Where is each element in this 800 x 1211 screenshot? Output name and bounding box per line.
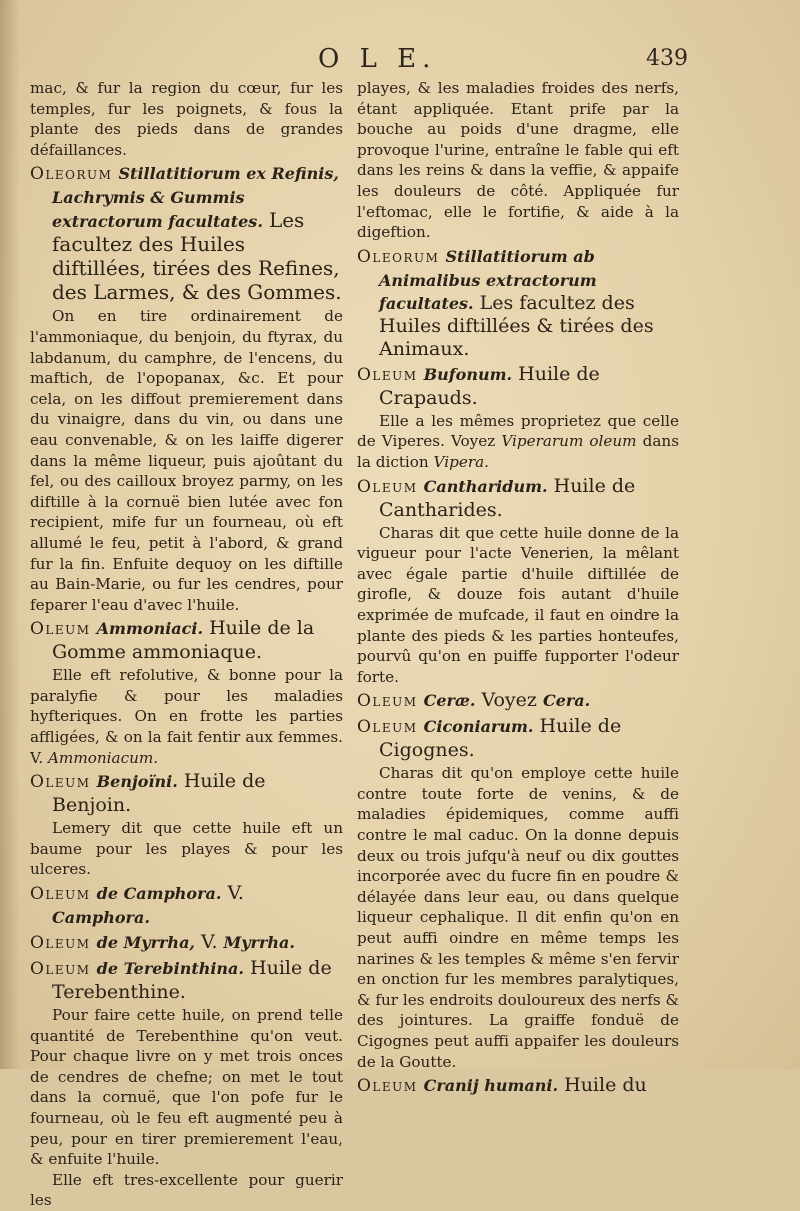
dictionary-entry: [357, 1074, 679, 1098]
dictionary-entry: [357, 715, 679, 762]
entry-translation: Les facultez des Huiles diftillées, tirées des Refines, des Larmes, & des Gommes.: [52, 208, 342, 305]
paragraph-text: Elle a les mêmes proprietez que celle de Viperes. Voyez: [357, 411, 679, 451]
dictionary-entry: [357, 475, 679, 522]
entry-keyword: Oleum: [357, 717, 418, 738]
dictionary-entry: [30, 770, 343, 817]
entry-translation: Huile de Crapauds.: [379, 362, 600, 409]
entry-latin-term: Ceræ.: [423, 691, 476, 711]
paragraph: Charas dit qu'on employe cette huile contre toute forte de venins, & de maladies épidemiques, comme auffi contre le mal caduc. On la donne depuis deux ou trois jufqu'à neuf ou dix gouttes incorporée avec du fucre fin en poudre & délayée dans leur eau, ou dans quelque liqueur cephalique. Il dit enfin qu'on en peut auffi oindre en même temps les narines & les temples & même s'en fervir en onction fur les membres paralytiques, & fur les endroits douloureux des nerfs & des jointures. La graiffe fonduë de Cigognes peut auffi appaifer les douleurs de la Goutte.: [357, 764, 679, 1071]
page-header: [0, 44, 800, 78]
entry-keyword: Oleorum: [30, 164, 113, 185]
paragraph: Elle eft tres-excellente pour guerir les: [30, 1170, 343, 1210]
entry-latin-term: de Myrrha,: [96, 933, 195, 953]
running-head: O L E.: [318, 44, 437, 74]
page-number: 439: [646, 46, 688, 71]
entry-latin-term: de Terebinthina.: [96, 959, 244, 979]
entry-keyword: Oleum: [30, 933, 91, 954]
paragraph: Charas dit que cette huile donne de la vigueur pour l'acte Venerien, la mêlant avec égale partie d'huile diftillée de girofle, & douze fois autant d'huile exprimée de mufcade, il faut en oindre la plante des pieds & les parties honteufes, pourvû qu'on en puiffe fupporter l'odeur forte.: [357, 523, 679, 686]
entry-keyword: Oleum: [357, 364, 418, 385]
entry-translation: Huile de Terebenthine.: [52, 957, 332, 1004]
dictionary-entry: [30, 931, 343, 955]
cross-reference: Camphora.: [52, 908, 150, 928]
dictionary-entry: [357, 363, 679, 410]
entry-latin-term: Stillatitiorum ex Refinis, Lachrymis & Gummis extractorum facultates.: [52, 164, 339, 232]
dictionary-entry: [30, 162, 343, 305]
entry-translation: Huile de Benjoin.: [52, 770, 266, 817]
cross-reference: Ammoniacum.: [47, 748, 159, 767]
entry-translation: Les facultez des Huiles diftillées & tirées des Animaux.: [379, 291, 654, 360]
cross-reference: Myrrha.: [223, 933, 295, 953]
paragraph-text: dans la diction: [357, 432, 680, 471]
entry-translation: Huile de Cantharides.: [379, 474, 636, 521]
entry-translation: Huile de la Gomme ammoniaque.: [52, 617, 315, 664]
entry-translation: Voyez: [481, 689, 537, 712]
cross-reference: Viperarum oleum: [501, 432, 637, 451]
paragraph: Pour faire cette huile, on prend telle quantité de Terebenthine qu'on veut. Pour chaque livre on y met trois onces de cendres de chefne; on met le tout dans la cornuë, que l'on pofe fur le fourneau, où le feu eft augmenté peu à peu, pour en tirer premierement l'eau, & enfuite l'huile.: [30, 1006, 343, 1169]
cross-reference: Vipera.: [433, 452, 489, 471]
paragraph-text: Elle eft refolutive, & bonne pour la paralyfie & pour les maladies hyfteriques. On en frotte les parties affligées, & on la fait fentir aux femmes. V.: [30, 666, 343, 767]
entry-keyword: Oleum: [357, 476, 418, 497]
entry-keyword: Oleum: [30, 959, 91, 980]
entry-keyword: Oleum: [357, 1076, 418, 1097]
entry-translation: V.: [227, 882, 244, 905]
paragraph: mac, & fur la region du cœur, fur les temples, fur les poignets, & fous la plante des pieds dans de grandes défaillances.: [30, 79, 343, 159]
entry-latin-term: Ciconiarum.: [423, 717, 534, 737]
entry-translation: Huile de Cigognes.: [379, 715, 622, 762]
cross-reference: Cera.: [542, 691, 591, 711]
paragraph: [357, 411, 679, 473]
dictionary-entry: [30, 617, 343, 664]
entry-translation: V.: [201, 931, 218, 954]
entry-latin-term: Stillatitiorum ab Animalibus extractorum facultates.: [379, 246, 597, 313]
entry-keyword: Oleum: [30, 884, 91, 905]
entry-keyword: Oleorum: [357, 246, 440, 267]
entry-translation: Huile du: [564, 1074, 647, 1097]
dictionary-entry: [357, 689, 679, 713]
entry-latin-term: Ammoniaci.: [96, 619, 204, 639]
entry-keyword: Oleum: [30, 772, 91, 793]
entry-latin-term: de Camphora.: [96, 884, 222, 904]
left-column: [30, 78, 343, 1211]
paragraph: On en tire ordinairement de l'ammoniaque, du benjoin, du ftyrax, du labdanum, du camphre, de l'encens, du maftich, de l'opopanax, &c. Et pour cela, on les diffout premierement dans du vinaigre, dans du vin, ou dans une eau convenable, & on les laiffe digerer dans la même liqueur, puis ajoûtant du fel, ou des cailloux broyez parmy, on les diftille à la cornuë bien lutée avec fon recipient, mife fur un fourneau, où eft allumé le feu, petit à l'abord, & grand fur la fin. Enfuite dequoy on les diftille au Bain-Marie, ou fur les cendres, pour feparer l'eau d'avec l'huile.: [30, 307, 343, 614]
entry-latin-term: Cantharidum.: [423, 476, 548, 496]
entry-latin-term: Cranij humani.: [423, 1076, 559, 1096]
paragraph: Lemery dit que cette huile eft un baume pour les playes & pour les ulceres.: [30, 819, 343, 879]
entry-latin-term: Bufonum.: [423, 364, 513, 384]
entry-keyword: Oleum: [30, 619, 91, 640]
dictionary-entry: [357, 245, 679, 361]
dictionary-entry: [30, 957, 343, 1004]
paragraph: playes, & les maladies froides des nerfs, étant appliquée. Etant prife par la bouche au poids d'une dragme, elle provoque l'urine, entraîne le fable qui eft dans les reins & dans la veffie, & appaife les douleurs de côté. Appliquée fur l'eftomac, elle le fortifie, & aide à la digeftion.: [357, 79, 679, 242]
page-gutter-shadow: [0, 0, 20, 1069]
dictionary-entry: [30, 882, 343, 929]
right-column: [357, 78, 679, 1099]
entry-latin-term: Benjoïni.: [96, 772, 178, 792]
entry-keyword: Oleum: [357, 691, 418, 712]
paragraph: [30, 665, 343, 768]
